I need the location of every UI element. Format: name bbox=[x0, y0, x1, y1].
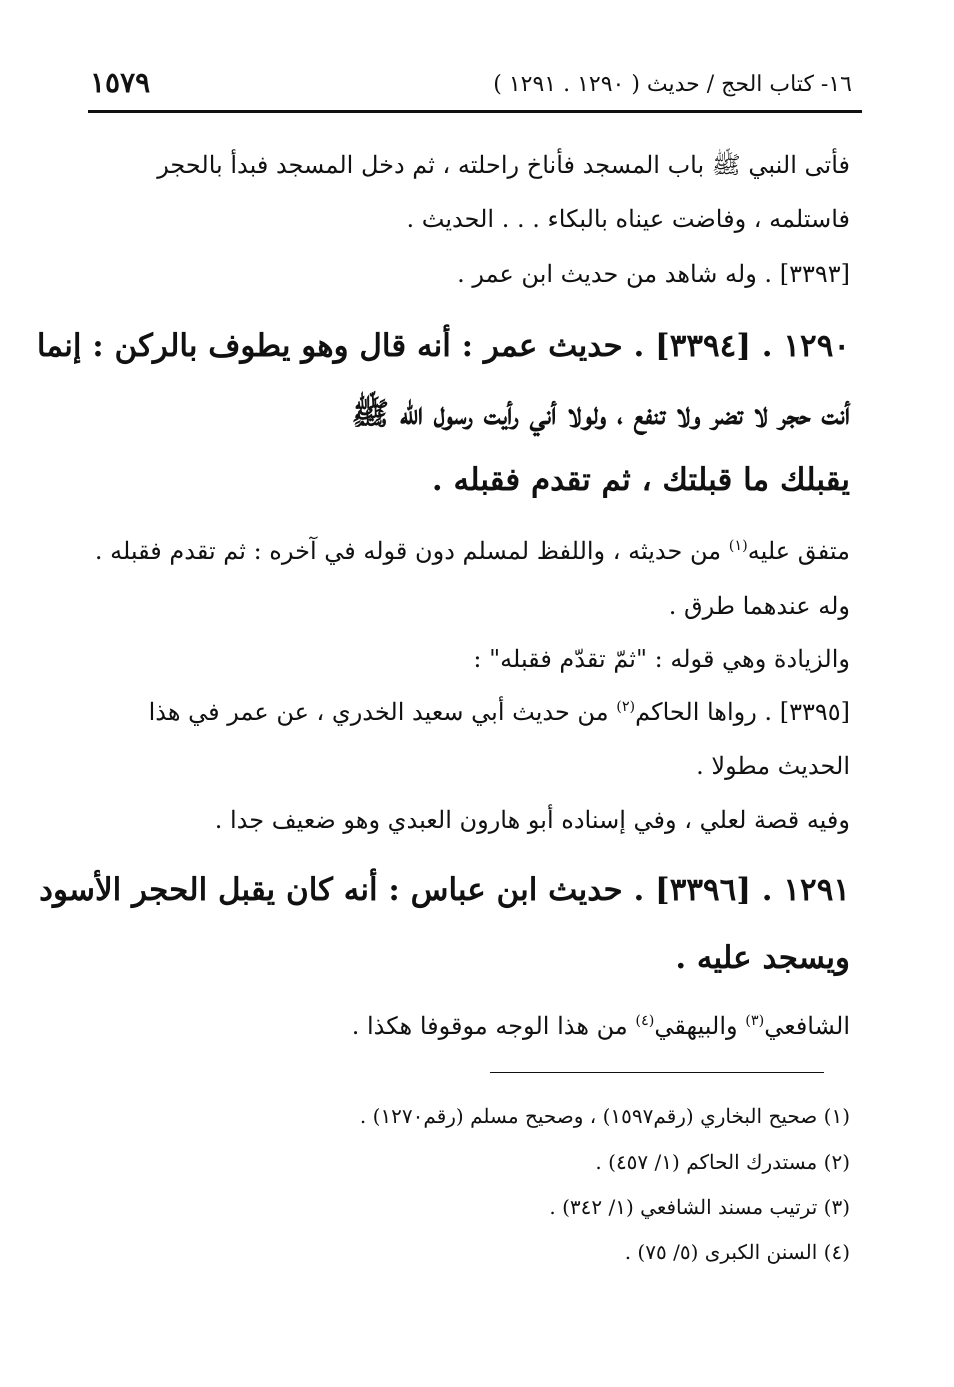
commentary-text: من حديثه ، واللفظ لمسلم دون قوله في آخره : ثم تقدم فقبله . bbox=[94, 537, 729, 565]
hadith-1291-line-1: ١٢٩١ . [٣٣٩٦] . حديث ابن عباس : أنه كان يقبل الحجر الأسود bbox=[39, 872, 850, 908]
running-title: ١٦- كتاب الحج / حديث ( ١٢٩٠ . ١٢٩١ ) bbox=[493, 72, 852, 97]
footnote-ref-1[interactable]: (١) bbox=[728, 538, 748, 554]
body-line-2: فاستلمه ، وفاضت عيناه بالبكاء . . . الحديث . bbox=[406, 205, 850, 233]
hadith-1291-line-2: ويسجد عليه . bbox=[675, 940, 850, 976]
footnote-ref-3[interactable]: (٣) bbox=[745, 1013, 765, 1029]
commentary-1290-line-5: الحديث مطولا . bbox=[696, 752, 850, 780]
commentary-text: والبيهقي bbox=[654, 1012, 746, 1040]
page-number: ١٥٧٩ bbox=[90, 66, 151, 99]
page-header bbox=[88, 62, 862, 113]
footnote-ref-4[interactable]: (٤) bbox=[635, 1013, 655, 1029]
commentary-text: متفق عليه bbox=[747, 537, 850, 565]
footnote-ref-2[interactable]: (٢) bbox=[616, 699, 636, 715]
footnote-1: (١) صحيح البخاري (رقم١٥٩٧) ، وصحيح مسلم (رقم١٢٧٠) . bbox=[359, 1104, 850, 1128]
body-line-3: [٣٣٩٣] . وله شاهد من حديث ابن عمر . bbox=[457, 260, 850, 288]
commentary-1290-line-3: والزيادة وهي قوله : "ثمّ تقدّم فقبله" : bbox=[473, 645, 850, 673]
footnote-3: (٣) ترتيب مسند الشافعي (١/ ٣٤٢) . bbox=[549, 1195, 850, 1219]
commentary-1290-line-6: وفيه قصة لعلي ، وفي إسناده أبو هارون العبدي وهو ضعيف جدا . bbox=[214, 806, 850, 834]
commentary-1290-line-1 bbox=[84, 537, 850, 565]
commentary-1290-line-2: وله عندهما طرق . bbox=[668, 592, 850, 620]
commentary-text: [٣٣٩٥] . رواها الحاكم bbox=[635, 698, 850, 726]
commentary-1291-line-1 bbox=[84, 1012, 850, 1040]
hadith-1290-line-3: يقبلك ما قبلتك ، ثم تقدم فقبله . bbox=[431, 462, 850, 498]
commentary-text: من حديث أبي سعيد الخدري ، عن عمر في هذا bbox=[148, 698, 617, 726]
commentary-1290-line-4 bbox=[84, 698, 850, 726]
footnote-4: (٤) السنن الكبرى (٥/ ٧٥) . bbox=[624, 1240, 850, 1264]
hadith-1290-line-2: أنت حجر لا تضر ولا تنفع ، ولولا أني رأيت رسول الله ﷺ bbox=[351, 396, 850, 432]
body-line-1: فأتى النبي ﷺ باب المسجد فأناخ راحلته ، ثم دخل المسجد فبدأ بالحجر bbox=[157, 151, 850, 179]
footnote-divider bbox=[490, 1072, 824, 1073]
hadith-1290-line-1: ١٢٩٠ . [٣٣٩٤] . حديث عمر : أنه قال وهو يطوف بالركن : إنما bbox=[36, 328, 850, 364]
commentary-text: الشافعي bbox=[764, 1012, 850, 1040]
commentary-text: من هذا الوجه موقوفا هكذا . bbox=[351, 1012, 636, 1040]
footnote-2: (٢) مستدرك الحاكم (١/ ٤٥٧) . bbox=[595, 1150, 850, 1174]
